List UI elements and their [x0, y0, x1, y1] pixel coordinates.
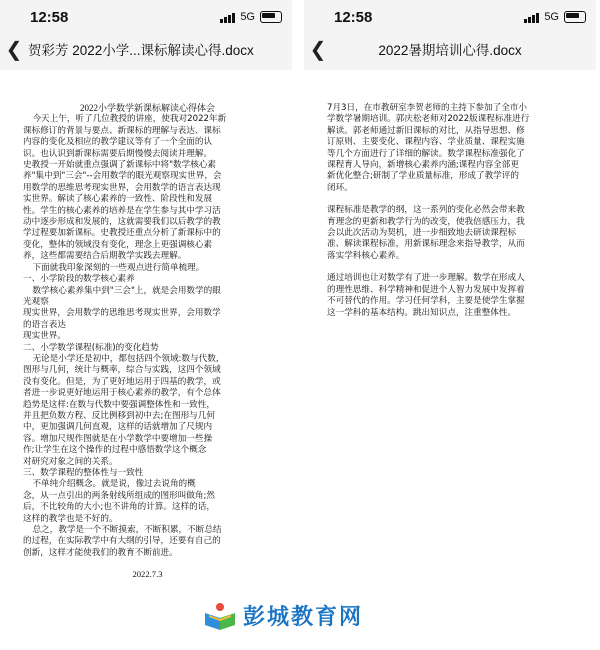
battery-icon — [564, 11, 586, 23]
doc-line: 对研究对象之间的关系。 — [23, 456, 118, 467]
status-bar — [304, 0, 596, 34]
footer-logo — [203, 600, 363, 631]
book-logo-icon — [203, 601, 237, 631]
doc-line: 图形与几何，统计与概率，综合与实践，这四个领域 — [23, 365, 221, 376]
doc-line: 并且把负数方程、反比例移到初中去;在图形与几何 — [23, 410, 215, 421]
document-title: 2022暑期培训心得.docx — [378, 43, 522, 58]
doc-line: 内容的变化及相应的教学建议等有了一个全面的认 — [23, 137, 213, 148]
doc-line: 育理念的更新和教学行为的改变，使我倍感压力，我 — [327, 216, 525, 227]
doc-line: 准、解读课程标准，用新课标理念来指导教学，从而 — [327, 239, 525, 250]
doc-line: 课程育人导向，新增核心素养内涵;课程内容全部更 — [327, 160, 519, 171]
status-time: 12:58 — [334, 8, 373, 26]
doc-line: 史教授一开始就重点强调了新课标中将"数学核心素 — [23, 160, 217, 171]
doc-line: 动中逐步形成和发展的，这就需要我们以后教学的教 — [23, 217, 221, 228]
doc-heading: 2022小学数学新课标解读心得体会 — [79, 103, 215, 113]
doc-line: 识。也认识到新课标需要后期慢慢去阅读并理解。 — [23, 148, 213, 159]
left-screenshot — [0, 0, 292, 580]
doc-line: 容。增加尺规作图就是在小学数学中要增加一些操 — [23, 433, 213, 444]
document-body — [23, 103, 272, 580]
doc-line: 不单纯介绍概念。就是说，像过去说角的概 — [32, 479, 196, 490]
doc-line: 现实世界，会用数学的思维思考现实世界，会用数学 — [23, 308, 221, 319]
network-label: 5G — [544, 11, 559, 23]
signal-icon — [524, 12, 539, 23]
doc-line: 趋势是这样:在数与代数中要强调整体性和一致性， — [23, 399, 215, 410]
doc-line: 这样的教学也是不好的。 — [23, 513, 118, 524]
doc-line: 现实世界。 — [23, 331, 66, 342]
doc-line: 会以此次活动为契机，进一步细致地去研读课程标 — [327, 228, 517, 239]
status-bar — [0, 0, 292, 34]
doc-line: 新优化整合;研制了学业质量标准，形成了教学评的 — [327, 171, 519, 182]
doc-line: 无论是小学还是初中，都包括四个领域:数与代数, — [32, 353, 219, 364]
doc-line: 7月3日，在市教研室李贺老师的主持下参加了全市小 — [327, 103, 527, 113]
right-screenshot — [304, 0, 596, 580]
doc-line: 者进一步说更好地运用于核心素养的教学，有个总体 — [23, 388, 221, 399]
doc-line: 数学核心素养集中到"三会"上，就是会用数学的眼 — [32, 285, 221, 296]
doc-line: 等几个方面进行了详细的解读。数学课程标准强化了 — [327, 148, 525, 159]
doc-line: 解读。郭老师通过新旧课标的对比，从指导思想、修 — [327, 125, 525, 136]
doc-line: 下面就我印象深刻的一些观点进行简单梳理。 — [32, 262, 205, 273]
doc-line: 后，不比较角的大小;也不讲角的计算。这样的话， — [23, 502, 215, 513]
doc-line: 变化，整体的领域没有变化，理念上更强调核心素 — [23, 239, 213, 250]
status-time: 12:58 — [30, 8, 69, 26]
doc-line: 实世界。解读了核心素养的一致性、阶段性和发展 — [23, 194, 213, 205]
doc-line: 养，这些都需要结合后期教学实践去理解。 — [23, 251, 187, 262]
doc-line: 三、数学课程的整体性与一致性 — [23, 468, 144, 478]
signal-icon — [220, 12, 235, 23]
doc-line: 学数学暑期培训。郭庆松老师对2022版课程标准进行 — [327, 114, 530, 125]
doc-line: 的语言表达 — [23, 319, 66, 330]
battery-icon — [260, 11, 282, 23]
doc-line: 订原则、主要变化、课程内容、学业质量、课程实施 — [327, 137, 525, 148]
back-arrow-icon[interactable]: ❮ — [5, 37, 23, 61]
doc-line: 这一学科的基本结构。跳出知识点，注重整体性。 — [327, 307, 517, 318]
status-icons — [524, 11, 586, 23]
doc-line: 创新，这样才能使我们的教育不断前进。 — [23, 547, 178, 558]
doc-line: 性。学生的核心素养的培养是在学生参与其中学习活 — [23, 205, 221, 216]
network-label: 5G — [240, 11, 255, 23]
brand-name: 彭城教育网 — [243, 605, 364, 630]
doc-line: 光观察 — [23, 296, 49, 307]
doc-line: 一、小学阶段的数学核心素养 — [23, 274, 135, 285]
doc-line: 课程标准是教学的纲，这一系列的变化必然会带来教 — [327, 205, 525, 216]
doc-line: 中，更加强调几何直观，这样的话就增加了尺规内 — [23, 422, 213, 433]
doc-line: 作;让学生在这个操作的过程中感悟数学这个概念 — [23, 445, 207, 456]
doc-line: 念，从一点引出的两条射线所组成的图形叫做角;然 — [23, 490, 215, 501]
doc-line: 课标修订的背景与要点、新课标的理解与表达、课标 — [23, 125, 221, 136]
document-body — [327, 103, 576, 319]
status-icons — [220, 11, 282, 23]
back-arrow-icon[interactable]: ❮ — [309, 37, 327, 61]
doc-line: 养"集中到"三会"--会用数学的眼光观察现实世界，会 — [23, 171, 222, 182]
document-title: 贺彩芳 2022小学...课标解读心得.docx — [28, 43, 254, 58]
doc-line: 用数学的思维思考现实世界，会用数学的语言表达现 — [23, 182, 221, 193]
doc-line: 通过培训也让对数学有了进一步理解。数学在形成人 — [327, 273, 525, 284]
doc-line: 落实学科核心素养。 — [327, 250, 405, 261]
doc-line: 的过程，在实际教学中有大纲的引导，还要有自己的 — [23, 536, 221, 547]
nav-bar — [0, 34, 292, 64]
doc-line: 今天上午，听了几位教授的讲座，使我对2022年新 — [32, 114, 227, 125]
doc-line: 不可替代的作用。学习任何学科，主要是使学生掌握 — [327, 296, 525, 307]
nav-bar — [304, 34, 596, 64]
doc-line: 的理性思维、科学精神和促进个人智力发展中发挥着 — [327, 284, 525, 295]
doc-line: 学过程要加新课标。史教授还重点分析了新课标中的 — [23, 228, 221, 239]
doc-line: 总之，教学是一个不断摸索，不断积累，不断总结 — [32, 525, 222, 536]
doc-line: 没有变化。但是，为了更好地运用于四基的教学，或 — [23, 376, 221, 387]
doc-line: 二、小学数学课程(标准)的变化趋势 — [23, 342, 159, 353]
doc-date: 2022.7.3 — [132, 569, 163, 580]
doc-line: 闭环。 — [327, 182, 353, 193]
